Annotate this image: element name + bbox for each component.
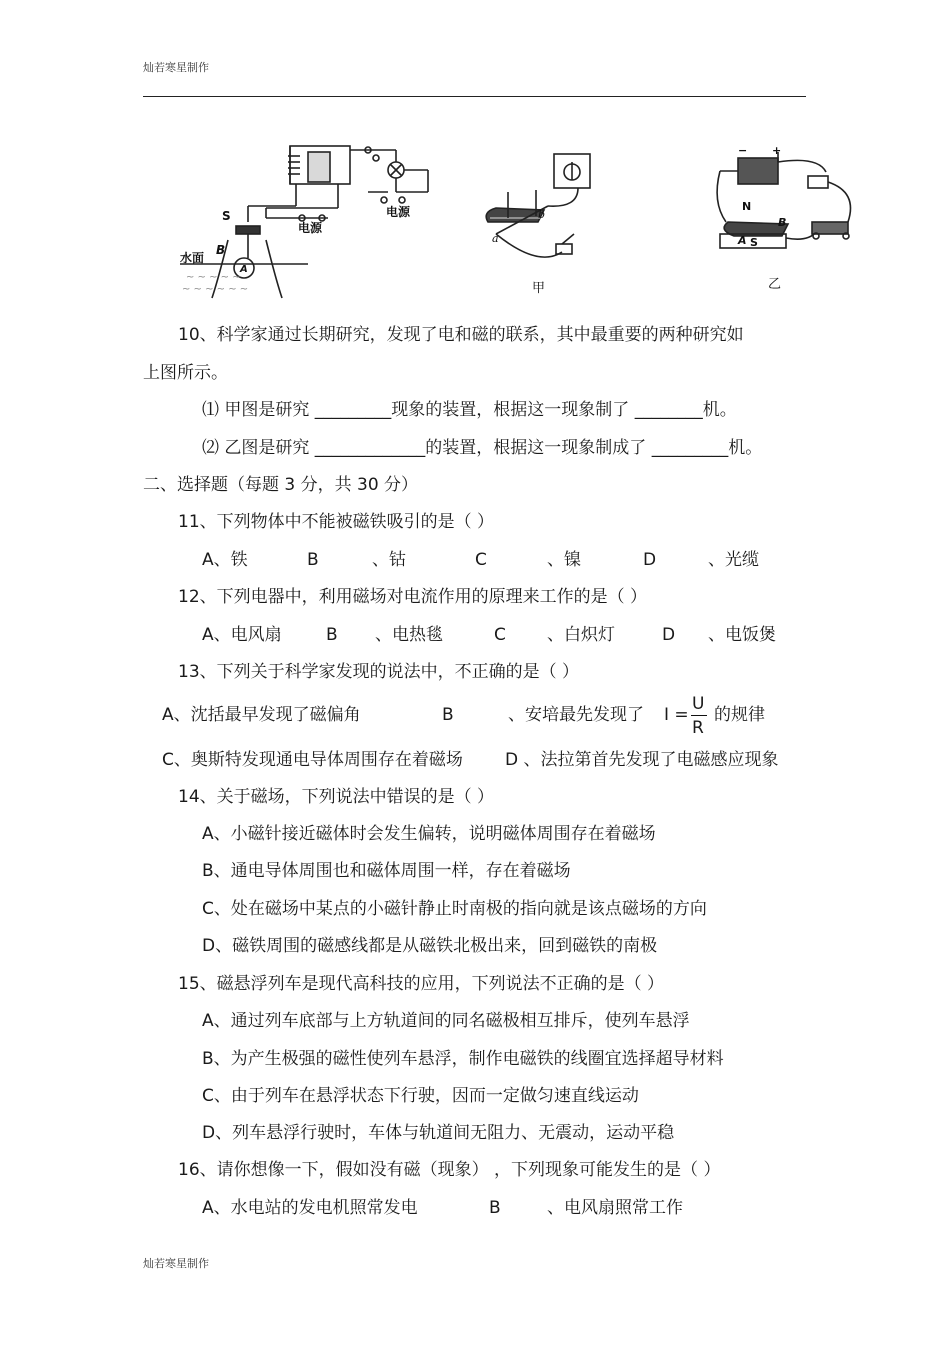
q10-line2: 上图所示。 <box>143 363 228 383</box>
q13-option-b-post: 的规律 <box>714 705 765 725</box>
label-b: b <box>538 208 546 221</box>
q13-stem: 13、下列关于科学家发现的说法中，不正确的是（ ） <box>178 662 580 682</box>
q13-formula-fraction <box>691 694 707 738</box>
figure-yi <box>708 142 866 298</box>
q13-option-c: C、奥斯特发现通电导体周围存在着磁场 <box>162 750 463 770</box>
label-a: a <box>492 232 499 245</box>
page-footer: 灿若寒星制作 <box>143 1257 209 1270</box>
q11-option-d-letter: D <box>643 550 657 570</box>
q14-option-a: A、小磁针接近磁体时会发生偏转，说明磁体周围存在着磁场 <box>202 824 656 844</box>
q12-option-d-letter: D <box>662 625 676 645</box>
section2-title: 二、选择题（每题 3 分，共 30 分） <box>143 475 419 495</box>
q11-option-c-letter: C <box>475 550 487 570</box>
figure-relay-circuit <box>178 140 438 300</box>
q12-option-b-letter: B <box>326 625 338 645</box>
q12-option-a: A、电风扇 <box>202 625 282 645</box>
q11-stem: 11、下列物体中不能被磁铁吸引的是（ ） <box>178 512 495 532</box>
q10-sub2: ⑵ 乙图是研究 _____________的装置，根据这一现象制成了 _________机。 <box>202 438 763 458</box>
q15-option-d: D、列车悬浮行驶时，车体与轨道间无阻力、无震动，运动平稳 <box>202 1123 675 1143</box>
q12-option-b: 、电热毯 <box>375 625 443 645</box>
q11-option-d: 、光缆 <box>708 550 759 570</box>
q11-option-a: A、铁 <box>202 550 248 570</box>
q14-option-c: C、处在磁场中某点的小磁针静止时南极的指向就是该点磁场的方向 <box>202 899 707 919</box>
q13-option-b-letter: B <box>442 705 454 725</box>
fraction-bar <box>691 715 707 716</box>
label-minus: − <box>738 144 748 157</box>
q14-option-d: D、磁铁周围的磁感线都是从磁铁北极出来，回到磁铁的南极 <box>202 936 658 956</box>
q11-option-c: 、镍 <box>547 550 581 570</box>
q11-option-b: 、钴 <box>372 550 406 570</box>
label-plus: + <box>772 144 782 157</box>
q12-stem: 12、下列电器中，利用磁场对电流作用的原理来工作的是（ ） <box>178 587 648 607</box>
q14-stem: 14、关于磁场，下列说法中错误的是（ ） <box>178 787 495 807</box>
q14-option-b: B、通电导体周围也和磁体周围一样，存在着磁场 <box>202 861 571 881</box>
q10-line1: 10、科学家通过长期研究，发现了电和磁的联系，其中最重要的两种研究如 <box>178 325 744 345</box>
figure-jia-caption: 甲 <box>532 281 546 296</box>
q16-option-b-letter: B <box>489 1198 501 1218</box>
label-b: B <box>216 243 226 257</box>
formula-numerator: U <box>692 694 705 714</box>
q16-option-b: 、电风扇照常工作 <box>547 1198 683 1218</box>
q15-option-a: A、通过列车底部与上方轨道间的同名磁极相互排斥，使列车悬浮 <box>202 1011 690 1031</box>
q15-option-c: C、由于列车在悬浮状态下行驶，因而一定做匀速直线运动 <box>202 1086 639 1106</box>
q16-option-a: A、水电站的发电机照常发电 <box>202 1198 418 1218</box>
page-header: 灿若寒星制作 <box>143 61 209 74</box>
svg-text:~ ~ ~ ~ ~ ~: ~ ~ ~ ~ ~ ~ <box>182 284 249 295</box>
svg-text:~ ~ ~ ~ ~: ~ ~ ~ ~ ~ <box>186 272 241 283</box>
q12-option-c-letter: C <box>494 625 506 645</box>
label-a: A <box>240 264 248 275</box>
label-water: 水面 <box>180 251 205 265</box>
q13-option-d: D 、法拉第首先发现了电磁感应现象 <box>505 750 779 770</box>
q15-option-b: B、为产生极强的磁性使列车悬浮，制作电磁铁的线圈宜选择超导材料 <box>202 1049 724 1069</box>
label-b: B <box>778 216 787 229</box>
label-a: A <box>738 234 747 247</box>
label-power-1: 电源 <box>298 221 323 235</box>
q16-stem: 16、请你想像一下，假如没有磁（现象） ，下列现象可能发生的是（ ） <box>178 1160 721 1180</box>
q10-sub1: ⑴ 甲图是研究 _________现象的装置，根据这一现象制了 ________机。 <box>202 400 737 420</box>
q12-option-d: 、电饭煲 <box>708 625 776 645</box>
label-power-2: 电源 <box>386 205 411 219</box>
formula-denominator: R <box>692 718 704 738</box>
label-s: S <box>222 209 231 223</box>
label-s: S <box>750 236 758 249</box>
figure-jia <box>478 148 608 298</box>
q11-option-b-letter: B <box>307 550 319 570</box>
q13-option-b-pre: 、安培最先发现了 <box>508 705 644 725</box>
header-rule <box>143 96 806 97</box>
q12-option-c: 、白炽灯 <box>547 625 615 645</box>
q13-formula-i: I = <box>664 705 689 725</box>
q15-stem: 15、磁悬浮列车是现代高科技的应用，下列说法不正确的是（ ） <box>178 974 665 994</box>
label-n: N <box>742 200 752 213</box>
figure-yi-caption: 乙 <box>768 277 782 292</box>
q13-option-a: A、沈括最早发现了磁偏角 <box>162 705 361 725</box>
